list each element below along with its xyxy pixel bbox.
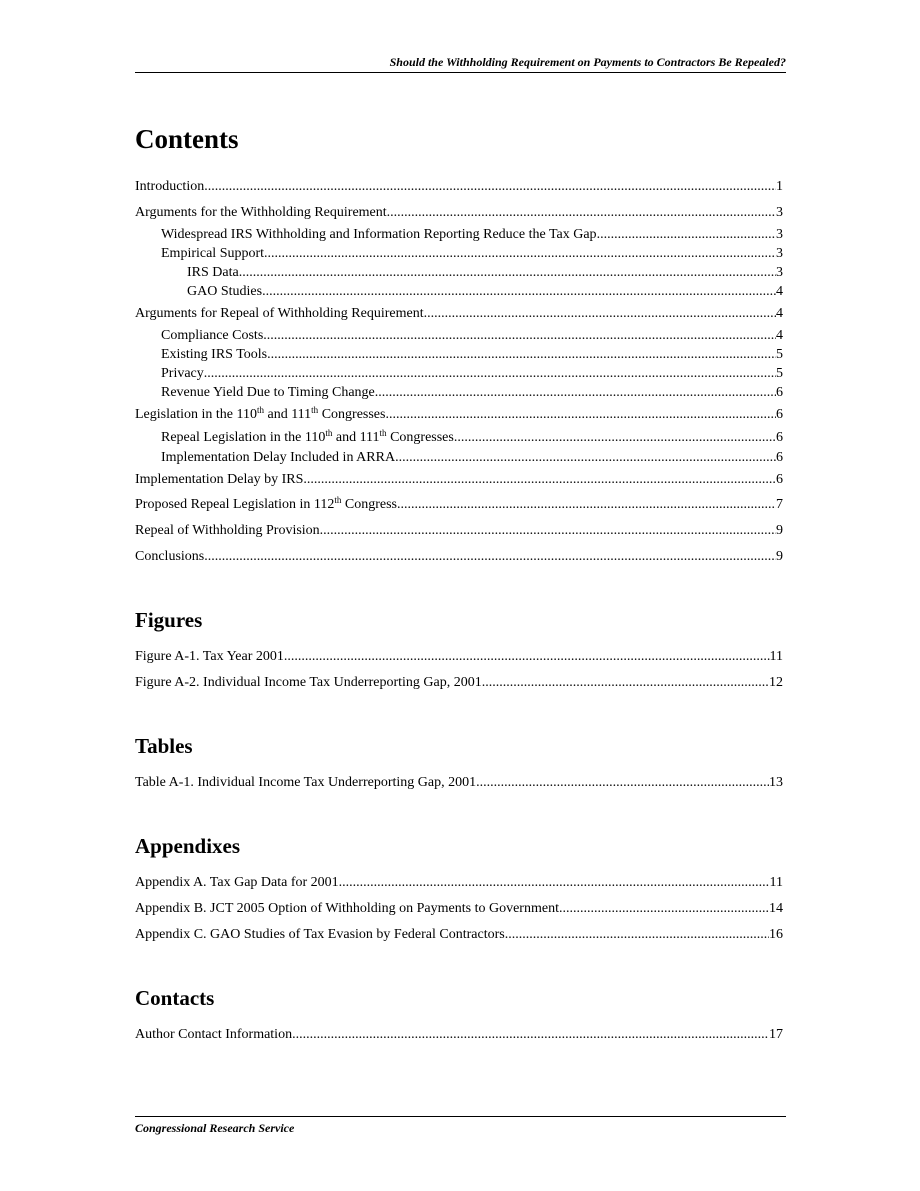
figures-entry-a1[interactable]: Figure A-1. Tax Year 2001 ..... 11 [135, 647, 783, 667]
toc-entry-revenue-yield[interactable]: Revenue Yield Due to Timing Change ..... 6 [161, 383, 783, 403]
toc-entry-arguments-repeal[interactable]: Arguments for Repeal of Withholding Requirement ..... 4 [135, 304, 783, 324]
toc-entry-gao-studies[interactable]: GAO Studies ..... 4 [187, 282, 783, 302]
toc-entry-conclusions[interactable]: Conclusions ..... 9 [135, 547, 783, 567]
toc-entry-compliance-costs[interactable]: Compliance Costs ..... 4 [161, 326, 783, 346]
toc-entry-legislation-110-111[interactable]: Legislation in the 110th and 111th Congresses ..... 6 [135, 405, 783, 425]
footer: Congressional Research Service [135, 1121, 295, 1135]
toc-entry-empirical-support[interactable]: Empirical Support ..... 3 [161, 244, 783, 264]
appendix-entry-a[interactable]: Appendix A. Tax Gap Data for 2001 ..... 11 [135, 873, 783, 893]
header-rule [135, 72, 786, 73]
toc-entry-proposed-repeal-112[interactable]: Proposed Repeal Legislation in 112th Congress ..... 7 [135, 495, 783, 515]
toc-entry-implementation-delay-irs[interactable]: Implementation Delay by IRS ..... 6 [135, 470, 783, 490]
toc-entry-widespread-irs[interactable]: Widespread IRS Withholding and Information Reporting Reduce the Tax Gap ..... 3 [161, 225, 783, 245]
toc-entry-existing-irs-tools[interactable]: Existing IRS Tools ..... 5 [161, 345, 783, 365]
tables-title: Tables [135, 734, 193, 758]
figures-title: Figures [135, 608, 203, 632]
contacts-title: Contacts [135, 986, 215, 1010]
tables-entry-a1[interactable]: Table A-1. Individual Income Tax Underreporting Gap, 2001 ..... 13 [135, 773, 783, 793]
toc-entry-irs-data[interactable]: IRS Data ..... 3 [187, 263, 783, 283]
toc-entry-implementation-delay-arra[interactable]: Implementation Delay Included in ARRA ..... 6 [161, 448, 783, 468]
toc-entry-repeal-legislation-110-111[interactable]: Repeal Legislation in the 110th and 111th Congresses ..... 6 [161, 428, 783, 448]
appendix-entry-b[interactable]: Appendix B. JCT 2005 Option of Withholding on Payments to Government ..... 14 [135, 899, 783, 919]
running-header: Should the Withholding Requirement on Payments to Contractors Be Repealed? [389, 55, 786, 69]
toc-entry-introduction[interactable]: Introduction ..... 1 [135, 177, 783, 197]
toc-entry-privacy[interactable]: Privacy ..... 5 [161, 364, 783, 384]
appendix-entry-c[interactable]: Appendix C. GAO Studies of Tax Evasion by Federal Contractors ..... 16 [135, 925, 783, 945]
toc-entry-arguments-for[interactable]: Arguments for the Withholding Requirement ..... 3 [135, 203, 783, 223]
footer-rule [135, 1116, 786, 1117]
toc-entry-repeal-of-withholding[interactable]: Repeal of Withholding Provision ..... 9 [135, 521, 783, 541]
contents-title: Contents [135, 124, 239, 154]
contacts-entry-author[interactable]: Author Contact Information ..... 17 [135, 1025, 783, 1045]
appendixes-title: Appendixes [135, 834, 241, 858]
figures-entry-a2[interactable]: Figure A-2. Individual Income Tax Underreporting Gap, 2001 ..... 12 [135, 673, 783, 693]
